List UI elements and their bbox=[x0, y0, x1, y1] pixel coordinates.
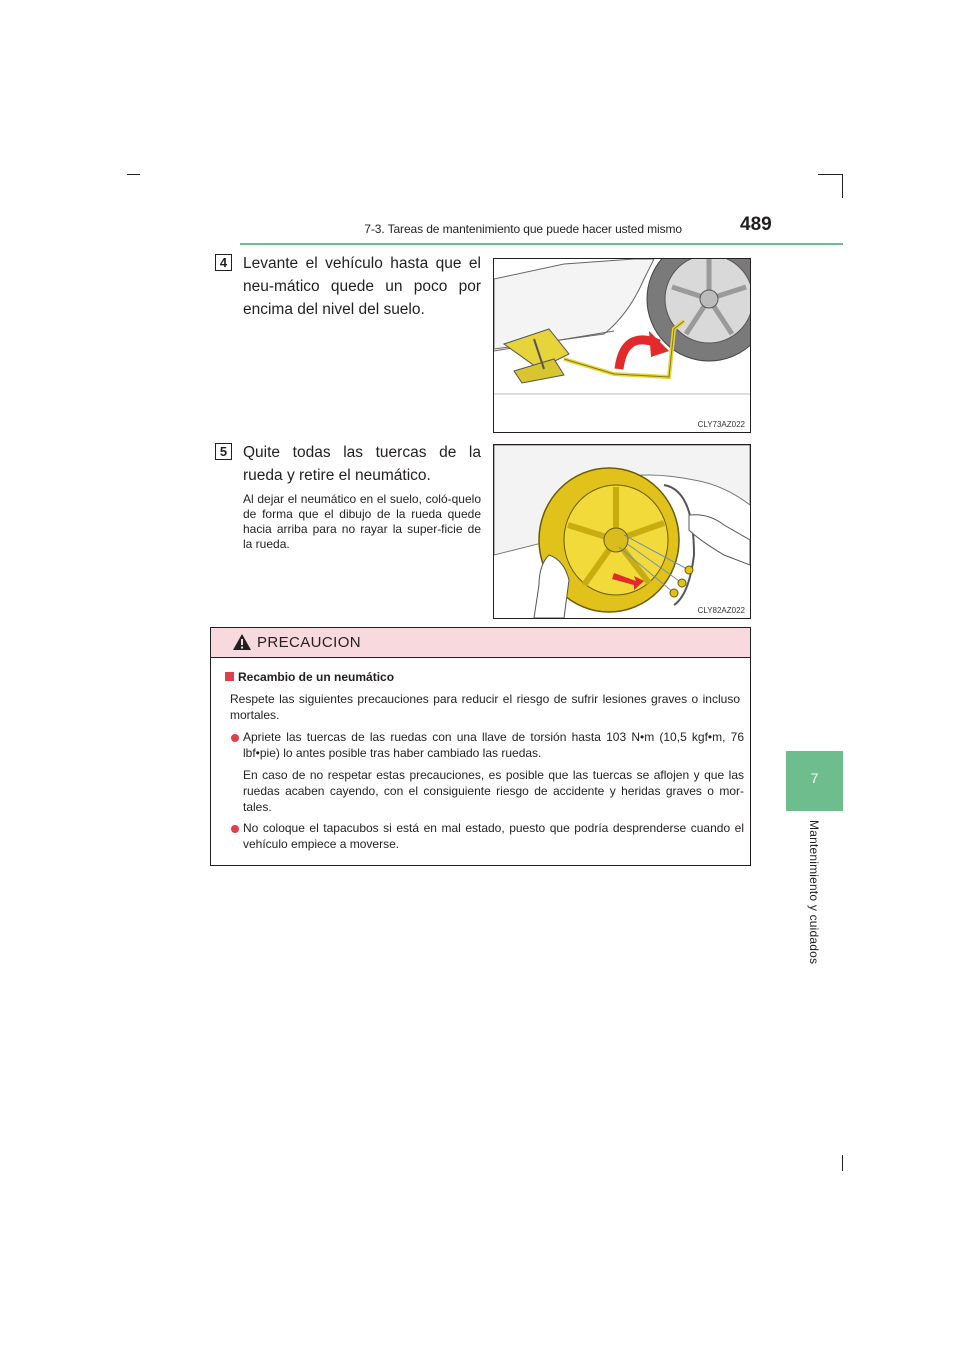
round-bullet-icon bbox=[231, 734, 239, 742]
caution-intro: Respete las siguientes precauciones para reducir el riesgo de sufrir lesiones graves o incluso mortales. bbox=[230, 692, 740, 722]
figure-code: CLY73AZ022 bbox=[697, 420, 745, 429]
header-rule bbox=[240, 243, 843, 245]
crop-mark bbox=[842, 1155, 843, 1171]
caution-title: PRECAUCION bbox=[257, 634, 362, 651]
crop-mark bbox=[127, 174, 140, 175]
chapter-title: Mantenimiento y cuidados bbox=[807, 820, 821, 965]
chapter-number: 7 bbox=[810, 770, 819, 786]
caution-bullet: No coloque el tapacubos si está en mal estado, puesto que podría desprenderse cuando el vehículo empiece a moverse. bbox=[243, 821, 744, 851]
round-bullet-icon bbox=[231, 825, 239, 833]
figure-code: CLY82AZ022 bbox=[697, 606, 745, 615]
step-number-box: 4 bbox=[215, 254, 232, 271]
square-bullet-icon bbox=[225, 672, 234, 681]
crop-mark bbox=[818, 174, 842, 175]
caution-bullet: Apriete las tuercas de las ruedas con una llave de torsión hasta 103 N•m (10,5 kgf•m, 76 lbf•pie) lo antes posible tras haber cambiado las ruedas. bbox=[243, 730, 744, 760]
caution-header bbox=[211, 628, 750, 658]
caution-box bbox=[210, 627, 751, 866]
page-number: 489 bbox=[740, 214, 772, 235]
caution-bullet-extra: En caso de no respetar estas precauciones, es posible que las tuercas se aflojen y que las ruedas acaben cayendo, con el consiguiente riesgo de accidente y heridas graves o mor-tales. bbox=[243, 768, 744, 814]
step-text: Quite todas las tuercas de la rueda y retire el neumático. bbox=[243, 444, 481, 484]
caution-subtitle-text: Recambio de un neumático bbox=[238, 670, 395, 684]
section-title: 7-3. Tareas de mantenimiento que puede hacer usted mismo bbox=[364, 222, 682, 236]
wheel-removal-illustration bbox=[493, 444, 751, 619]
step-number-box: 5 bbox=[215, 443, 232, 460]
caution-subtitle bbox=[225, 670, 394, 684]
warning-triangle-icon bbox=[233, 634, 251, 655]
crop-mark bbox=[842, 174, 843, 198]
step-note: Al dejar el neumático en el suelo, coló-quelo de forma que el dibujo de la rueda quede hacia arriba para no rayar la super-ficie de la rueda. bbox=[243, 492, 481, 551]
step-text: Levante el vehículo hasta que el neu-mático quede un poco por encima del nivel del suelo. bbox=[243, 255, 481, 318]
jack-lifting-illustration bbox=[493, 258, 751, 433]
